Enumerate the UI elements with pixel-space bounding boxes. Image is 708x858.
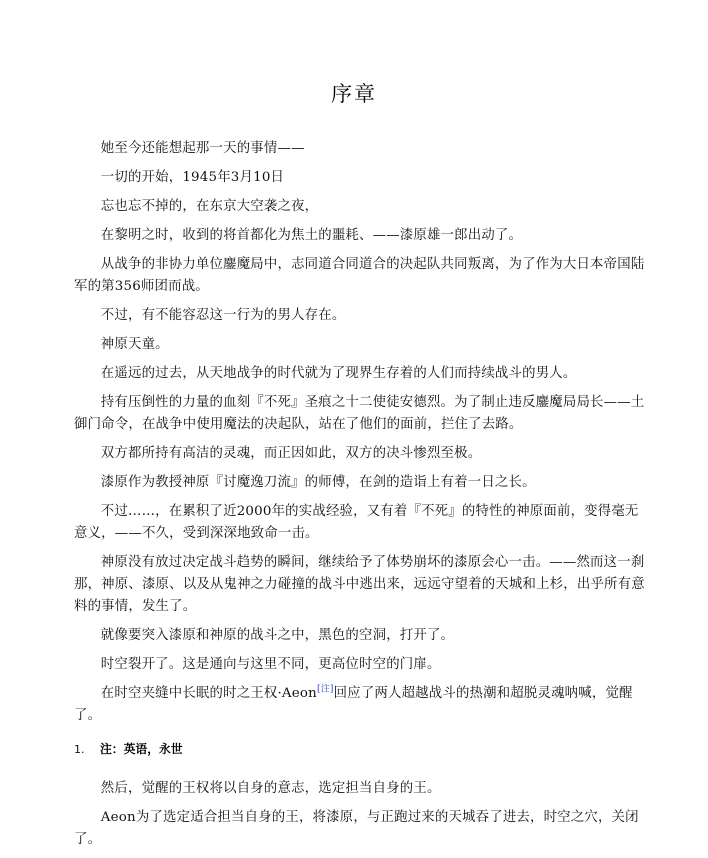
footnote-reference-link[interactable]: [注] — [317, 684, 334, 695]
paragraph: 在黎明之时，收到的将首都化为焦土的噩耗、——漆原雄一郎出动了。 — [100, 228, 523, 243]
paragraph: 持有压倒性的力量的血刻『不死』圣痕之十二使徒安德烈。为了制止违反鏖魔局局长——土御门命令，在战争中使用魔法的决起队，站在了他们的面前，拦住了去路。 — [74, 395, 645, 432]
paragraph: 时空裂开了。这是通向与这里不同，更高位时空的门扉。 — [100, 657, 441, 672]
paragraph: 在遥远的过去，从天地战争的时代就为了现界生存着的人们而持续战斗的男人。 — [100, 366, 577, 381]
paragraph: 然后，觉醒的王权将以自身的意志，选定担当自身的王。 — [100, 781, 441, 796]
paragraph: 漆原作为教授神原『讨魔逸刀流』的师傅，在剑的造诣上有着一日之长。 — [100, 475, 536, 490]
paragraph: 双方都所持有高洁的灵魂，而正因如此，双方的决斗惨烈至极。 — [100, 446, 482, 461]
paragraph: 神原天童。 — [100, 337, 169, 352]
paragraph: 神原没有放过决定战斗趋势的瞬间，继续给予了体势崩坏的漆原会心一击。——然而这一刹那，神原、漆原、以及从鬼神之力碰撞的战斗中逃出来，远远守望着的天城和上杉，出乎所有意料的事情，发生了。 — [74, 555, 645, 614]
paragraph: 就像要突入漆原和神原的战斗之中，黑色的空洞，打开了。 — [100, 628, 455, 643]
paragraph: 忘也忘不掉的，在东京大空袭之夜， — [100, 199, 319, 214]
aeon-paragraph-text-after: 回应了两人超越战斗的热潮和超脱灵魂呐喊，觉醒了。 — [74, 686, 633, 723]
chapter-title: 序章 — [331, 82, 377, 106]
footnote — [74, 740, 646, 759]
paragraph: Aeon为了选定适合担当自身的王，将漆原，与正跑过来的天城吞了进去，时空之穴，关闭了。 — [74, 810, 639, 847]
paragraph: 从战争的非协力单位鏖魔局中，志同道合同道合的决起队共同叛离，为了作为大日本帝国陆军的第356师团而战。 — [74, 257, 645, 294]
aeon-paragraph-text-before: 在时空夹缝中长眠的时之王权·Aeon — [100, 686, 318, 701]
chapter-body — [74, 138, 646, 858]
footnote-text: 注：英语，永世 — [100, 742, 183, 756]
paragraph: 不过……，在累积了近2000年的实战经验，又有着『不死』的特性的神原面前，变得毫无意义，——不久，受到深深地致命一击。 — [74, 504, 639, 541]
paragraph: 一切的开始，1945年3月10日 — [100, 170, 285, 185]
paragraph: 不过，有不能容忍这一行为的男人存在。 — [100, 308, 346, 323]
footnote-number: 1. — [74, 743, 85, 756]
paragraph: 她至今还能想起那一天的事情—— — [100, 141, 305, 156]
aeon-paragraph — [74, 683, 646, 727]
